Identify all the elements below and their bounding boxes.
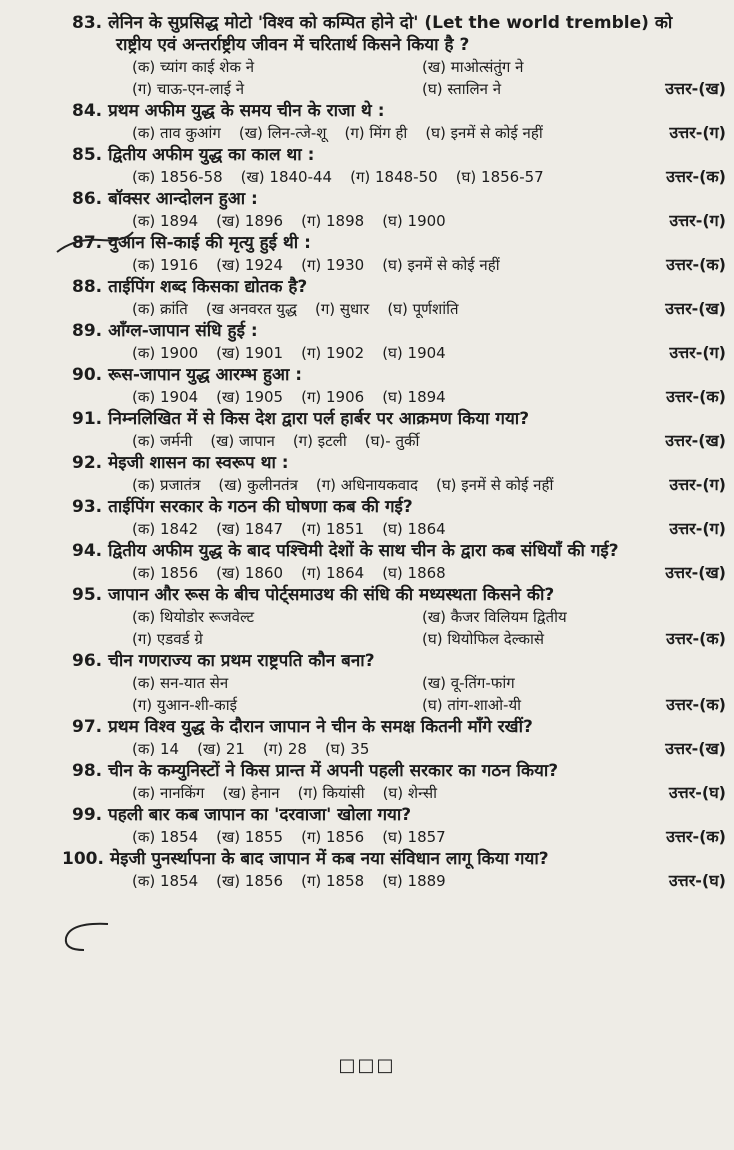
option: (घ) 1857 [382,828,446,846]
option: (ग) 1848-50 [350,168,438,186]
option: (ग) 1906 [301,388,365,406]
question-text-line: चीन के कम्युनिस्टों ने किस प्रान्त में अपनी पहली सरकार का गठन किया? [108,761,559,781]
answer-label: उत्तर-(ख) [661,298,726,320]
question-number: 96. [72,651,103,671]
answer-label: उत्तर-(क) [662,694,726,716]
question-number: 86. [72,189,103,209]
question-item [62,848,726,892]
option: (क) 1894 [132,212,199,230]
question-text-line: जापान और रूस के बीच पोर्ट्समाउथ की संधि की मध्यस्थता किसने की? [108,585,555,605]
question-item [72,804,726,848]
option: (क) जर्मनी [132,432,193,450]
option: (क) ताव कुआंग [132,124,221,142]
question-text-continued: राष्ट्रीय एवं अन्तर्राष्ट्रीय जीवन में चरितार्थ किसने किया है ? [116,35,470,55]
option: (घ) 35 [324,740,370,758]
page-end-marker: □□□ [338,1055,396,1076]
question-text [72,760,726,782]
options-row [72,672,726,694]
options-row [72,430,726,452]
question-item [72,650,726,716]
question-text-line: लेनिन के सुप्रसिद्ध मोटो 'विश्व को कम्पित होने दो' (Let the world tremble) को [108,13,673,33]
answer-label: उत्तर-(ग) [665,342,726,364]
option: (घ) 1900 [382,212,446,230]
option: (ग) एडवर्ड ग्रे [132,630,203,648]
option: (ख) 21 [197,740,245,758]
question-item [72,276,726,320]
option: (ग) कियांसी [297,784,365,802]
option: (क) प्रजातंत्र [132,476,201,494]
question-text [72,100,726,122]
option: (ख) 1840-44 [240,168,333,186]
options-row [72,78,726,100]
question-text-line: आँग्ल-जापान संधि हुई : [108,321,258,341]
option: (घ) 1868 [382,564,446,582]
question-item [72,144,726,188]
question-number: 90. [72,365,103,385]
question-item [72,100,726,144]
option: (ख) 1856 [216,872,284,890]
option: (घ) 1894 [382,388,446,406]
question-number: 97. [72,717,103,737]
options-row [72,628,726,650]
option: (ग) 1898 [301,212,365,230]
option: (घ) 1889 [382,872,446,890]
option: (घ) 1904 [382,344,446,362]
question-text-line: मेइजी शासन का स्वरूप था : [108,453,289,473]
question-item [72,188,726,232]
answer-label: उत्तर-(क) [662,386,726,408]
question-number: 98. [72,761,103,781]
question-text [72,716,726,738]
question-text-line: बॉक्सर आन्दोलन हुआ : [108,189,258,209]
options-row [72,386,726,408]
options-row [72,826,726,848]
option: (घ) शेन्सी [382,784,437,802]
question-text [72,804,726,826]
option: (ग) 1856 [301,828,365,846]
options-row [72,56,726,78]
option: (ख) 1905 [216,388,284,406]
option: (क) 1856 [132,564,199,582]
question-text [72,408,726,430]
answer-label: उत्तर-(क) [662,254,726,276]
question-number: 95. [72,585,103,605]
option: (क) 1854 [132,828,199,846]
answer-label: उत्तर-(क) [662,166,726,188]
question-number: 88. [72,277,103,297]
answer-label: उत्तर-(घ) [665,782,726,804]
option: (ग) युआन-शी-काई [132,696,237,714]
options-row [72,342,726,364]
question-text-line: युआन सि-काई की मृत्यु हुई थी : [108,233,311,253]
options-row [72,474,726,496]
option: (ग) 1858 [301,872,365,890]
option: (क) नानकिंग [132,784,205,802]
question-text-line: ताईपिंग शब्द किसका द्योतक है? [108,277,308,297]
question-number: 89. [72,321,103,341]
option: (ख) 1896 [216,212,284,230]
question-item [72,232,726,276]
options-row [72,694,726,716]
answer-label: उत्तर-(ग) [665,518,726,540]
option: (ग) 1864 [301,564,365,582]
answer-label: उत्तर-(ख) [661,738,726,760]
question-item [72,364,726,408]
question-list [62,12,726,892]
question-text-line: द्वितीय अफीम युद्ध का काल था : [108,145,315,165]
options-row [72,518,726,540]
option: (ख) 1924 [216,256,284,274]
question-number: 92. [72,453,103,473]
question-number: 85. [72,145,103,165]
question-text-line: द्वितीय अफीम युद्ध के बाद पश्चिमी देशों के साथ चीन के द्वारा कब संधियाँ की गई? [108,541,619,561]
pen-mark-99 [60,920,110,954]
pen-mark-86 [55,228,135,256]
question-text [72,650,726,672]
option: (क) 1854 [132,872,199,890]
answer-label: उत्तर-(ग) [665,210,726,232]
question-text [72,584,726,606]
option: (ख) 1847 [216,520,284,538]
question-text [72,320,726,342]
option: (घ) इनमें से कोई नहीं [382,256,500,274]
question-number: 84. [72,101,103,121]
option: (घ) स्तालिन ने [422,80,502,98]
option: (ख) 1901 [216,344,284,362]
option: (ग) मिंग ही [344,124,408,142]
option: (क) 1842 [132,520,199,538]
question-item [72,496,726,540]
option: (ख) जापान [210,432,275,450]
question-text-line: चीन गणराज्य का प्रथम राष्ट्रपति कौन बना? [108,651,375,671]
option: (ग) 1851 [301,520,365,538]
options-row [72,298,726,320]
option: (क) 1904 [132,388,199,406]
option: (घ) इनमें से कोई नहीं [425,124,543,142]
question-text [72,144,726,166]
option: (ग) इटली [292,432,347,450]
option: (ख) कुलीनतंत्र [218,476,298,494]
question-text-line: निम्नलिखित में से किस देश द्वारा पर्ल हार्बर पर आक्रमण किया गया? [108,409,530,429]
option: (ग) अधिनायकवाद [315,476,418,494]
options-row [72,782,726,804]
option: (क) 1900 [132,344,199,362]
question-text [62,848,726,870]
option: (ख) वू-तिंग-फांग [422,674,515,692]
question-text [72,496,726,518]
question-item [72,12,726,100]
question-number: 100. [62,849,104,869]
question-text-line: ताईपिंग सरकार के गठन की घोषणा कब की गई? [108,497,413,517]
option: (ख) 1860 [216,564,284,582]
option: (ग) चाऊ-एन-लाई ने [132,80,245,98]
option: (क) च्यांग काई शेक ने [132,58,255,76]
options-row [72,738,726,760]
option: (ख अनवरत युद्ध [205,300,297,318]
question-item [72,584,726,650]
option: (ख) कैजर विलियम द्वितीय [422,608,567,626]
options-row [72,870,726,892]
question-text [72,540,726,562]
question-number: 99. [72,805,103,825]
question-text-line: मेइजी पुनर्स्थापना के बाद जापान में कब नया संविधान लागू किया गया? [109,849,549,869]
options-row [72,562,726,584]
question-item [72,760,726,804]
answer-label: उत्तर-(ग) [665,122,726,144]
answer-label: उत्तर-(ग) [665,474,726,496]
answer-label: उत्तर-(ख) [661,78,726,100]
option: (ग) सुधार [315,300,370,318]
question-text [72,232,726,254]
option: (घ) 1864 [382,520,446,538]
question-text [72,188,726,210]
option: (घ) इनमें से कोई नहीं [435,476,554,494]
question-number: 83. [72,13,103,33]
option: (घ) पूर्णशांति [387,300,459,318]
option: (ग) 1930 [301,256,365,274]
option: (क) थियोडोर रूजवेल्ट [132,608,255,626]
question-text [72,452,726,474]
option: (ख) लिन-त्जे-शू [238,124,327,142]
question-item [72,540,726,584]
option: (घ) थियोफिल देल्कासे [422,630,545,648]
option: (क) 14 [132,740,180,758]
question-number: 87. [72,233,103,253]
answer-label: उत्तर-(ख) [661,430,726,452]
question-item [72,452,726,496]
options-row [72,254,726,276]
question-text [72,276,726,298]
option: (क) क्रांति [132,300,188,318]
question-text-line: रूस-जापान युद्ध आरम्भ हुआ : [108,365,303,385]
question-number: 91. [72,409,103,429]
option: (घ) तांग-शाओ-यी [422,696,522,714]
question-text-line: प्रथम अफीम युद्ध के समय चीन के राजा थे : [108,101,385,121]
answer-label: उत्तर-(क) [662,826,726,848]
options-row [72,210,726,232]
option: (क) 1856-58 [132,168,223,186]
option: (क) सन-यात सेन [132,674,229,692]
option: (क) 1916 [132,256,199,274]
question-text [72,364,726,386]
answer-label: उत्तर-(घ) [665,870,726,892]
option: (ख) माओत्संतुंग ने [422,58,524,76]
question-text [72,12,726,34]
options-row [72,606,726,628]
option: (ख) 1855 [216,828,284,846]
option: (घ)- तुर्की [364,432,420,450]
question-text-line: पहली बार कब जापान का 'दरवाजा' खोला गया? [108,805,412,825]
question-item [72,320,726,364]
options-row [72,122,726,144]
option: (घ) 1856-57 [455,168,544,186]
answer-label: उत्तर-(क) [662,628,726,650]
question-item [72,408,726,452]
question-text-line: प्रथम विश्व युद्ध के दौरान जापान ने चीन के समक्ष कितनी माँगे रखीं? [108,717,533,737]
option: (ग) 1902 [301,344,365,362]
question-number: 94. [72,541,103,561]
question-item [72,716,726,760]
option: (ग) 28 [262,740,307,758]
options-row [72,166,726,188]
question-number: 93. [72,497,103,517]
answer-label: उत्तर-(ख) [661,562,726,584]
option: (ख) हेनान [222,784,280,802]
